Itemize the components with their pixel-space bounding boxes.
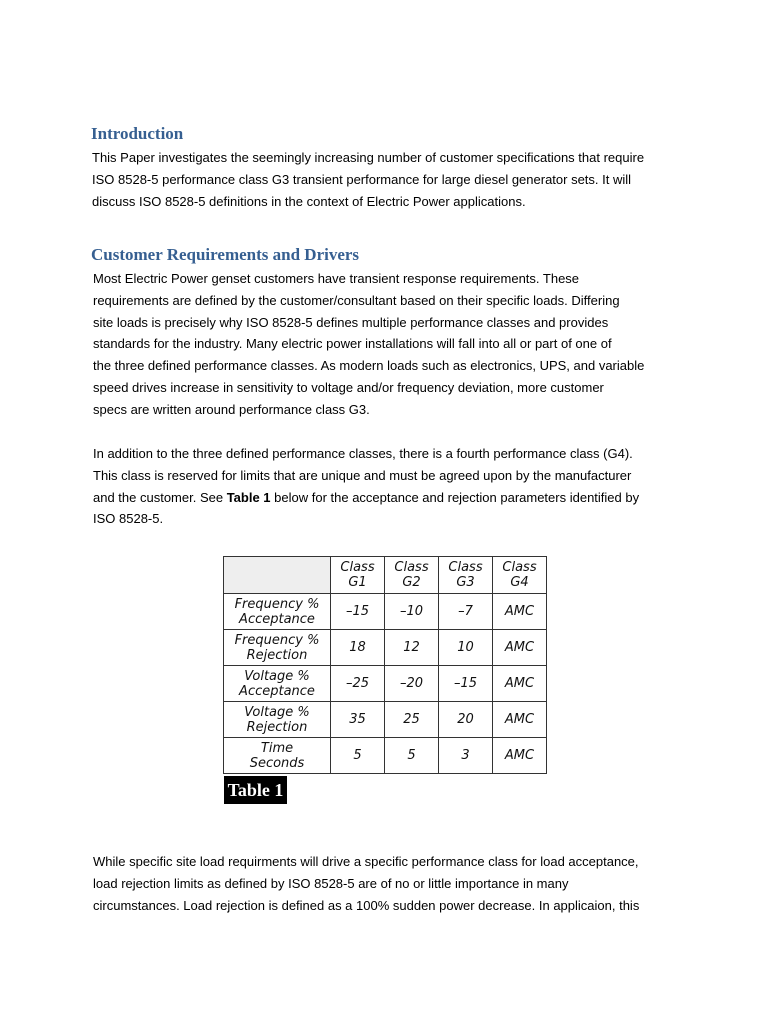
table-header-row: [224, 557, 547, 594]
closing-paragraph: [93, 851, 693, 916]
table-cell: –15: [331, 594, 385, 630]
table-reference: Table 1: [226, 489, 271, 505]
text-line: This class is reserved for limits that are unique and must be agreed upon by the manufacturer: [93, 467, 632, 483]
text-line: [93, 487, 693, 509]
table-cell: 20: [439, 702, 493, 738]
table-corner-cell: [224, 557, 331, 594]
table-row: [224, 702, 547, 738]
table-cell: 10: [439, 630, 493, 666]
table-cell: AMC: [493, 594, 547, 630]
table-cell: –25: [331, 666, 385, 702]
table-cell: AMC: [493, 630, 547, 666]
text-line: circumstances. Load rejection is defined as a 100% sudden power decrease. In applicaion, this: [93, 897, 640, 913]
row-label: Voltage % Acceptance: [224, 666, 331, 702]
section-heading-customer-requirements: Customer Requirements and Drivers: [91, 245, 360, 264]
text-line: requirements are defined by the customer/consultant based on their specific loads. Differing: [93, 292, 620, 308]
text-line: ISO 8528-5.: [93, 511, 164, 527]
row-label: Time Seconds: [224, 738, 331, 774]
text-line: While specific site load requirments will drive a specific performance class for load acceptance,: [93, 854, 639, 869]
column-header-g2: Class G2: [385, 557, 439, 594]
column-header-g1: Class G1: [331, 557, 385, 594]
row-label: Frequency % Acceptance: [224, 594, 331, 630]
table-cell: 25: [385, 702, 439, 738]
table-cell: 5: [385, 738, 439, 774]
table-cell: AMC: [493, 666, 547, 702]
text-fragment: below for the acceptance and rejection parameters identified by: [270, 489, 640, 505]
table-cell: –15: [439, 666, 493, 702]
text-line: ISO 8528-5 performance class G3 transient performance for large diesel generator sets. It will: [92, 171, 632, 187]
requirements-paragraph-1: [93, 268, 693, 421]
text-line: site loads is precisely why ISO 8528-5 defines multiple performance classes and provides: [93, 314, 609, 330]
table-cell: 5: [331, 738, 385, 774]
column-header-g3: Class G3: [439, 557, 493, 594]
table-row: [224, 630, 547, 666]
text-line: discuss ISO 8528-5 definitions in the context of Electric Power applications.: [92, 193, 526, 209]
table-cell: AMC: [493, 702, 547, 738]
text-line: This Paper investigates the seemingly increasing number of customer specifications that require: [92, 150, 645, 165]
table-row: [224, 738, 547, 774]
table-cell: 12: [385, 630, 439, 666]
text-fragment: and the customer. See: [93, 489, 227, 505]
table-cell: –7: [439, 594, 493, 630]
table-row: [224, 594, 547, 630]
table-cell: 18: [331, 630, 385, 666]
text-line: specs are written around performance class G3.: [93, 401, 370, 417]
text-line: Most Electric Power genset customers have transient response requirements. These: [93, 271, 580, 286]
table-cell: 3: [439, 738, 493, 774]
row-label: Frequency % Rejection: [224, 630, 331, 666]
table-row: [224, 666, 547, 702]
table-cell: AMC: [493, 738, 547, 774]
text-line: load rejection limits as defined by ISO 8528-5 are of no or little importance in many: [93, 875, 569, 891]
table-cell: –10: [385, 594, 439, 630]
iso-8528-5-performance-table: [223, 556, 547, 774]
table-cell: –20: [385, 666, 439, 702]
section-heading-introduction: Introduction: [91, 124, 184, 143]
column-header-g4: Class G4: [493, 557, 547, 594]
intro-paragraph: [92, 147, 692, 212]
text-line: In addition to the three defined performance classes, there is a fourth performance class (G4).: [93, 446, 633, 461]
text-line: speed drives increase in sensitivity to voltage and/or frequency deviation, more customer: [93, 379, 604, 395]
requirements-paragraph-2: [93, 443, 693, 530]
row-label: Voltage % Rejection: [224, 702, 331, 738]
table-cell: 35: [331, 702, 385, 738]
table-caption: Table 1: [224, 776, 287, 804]
text-line: standards for the industry. Many electric power installations will fall into all or part of one of: [93, 336, 612, 352]
text-line: the three defined performance classes. As modern loads such as electronics, UPS, and variable: [93, 358, 645, 374]
